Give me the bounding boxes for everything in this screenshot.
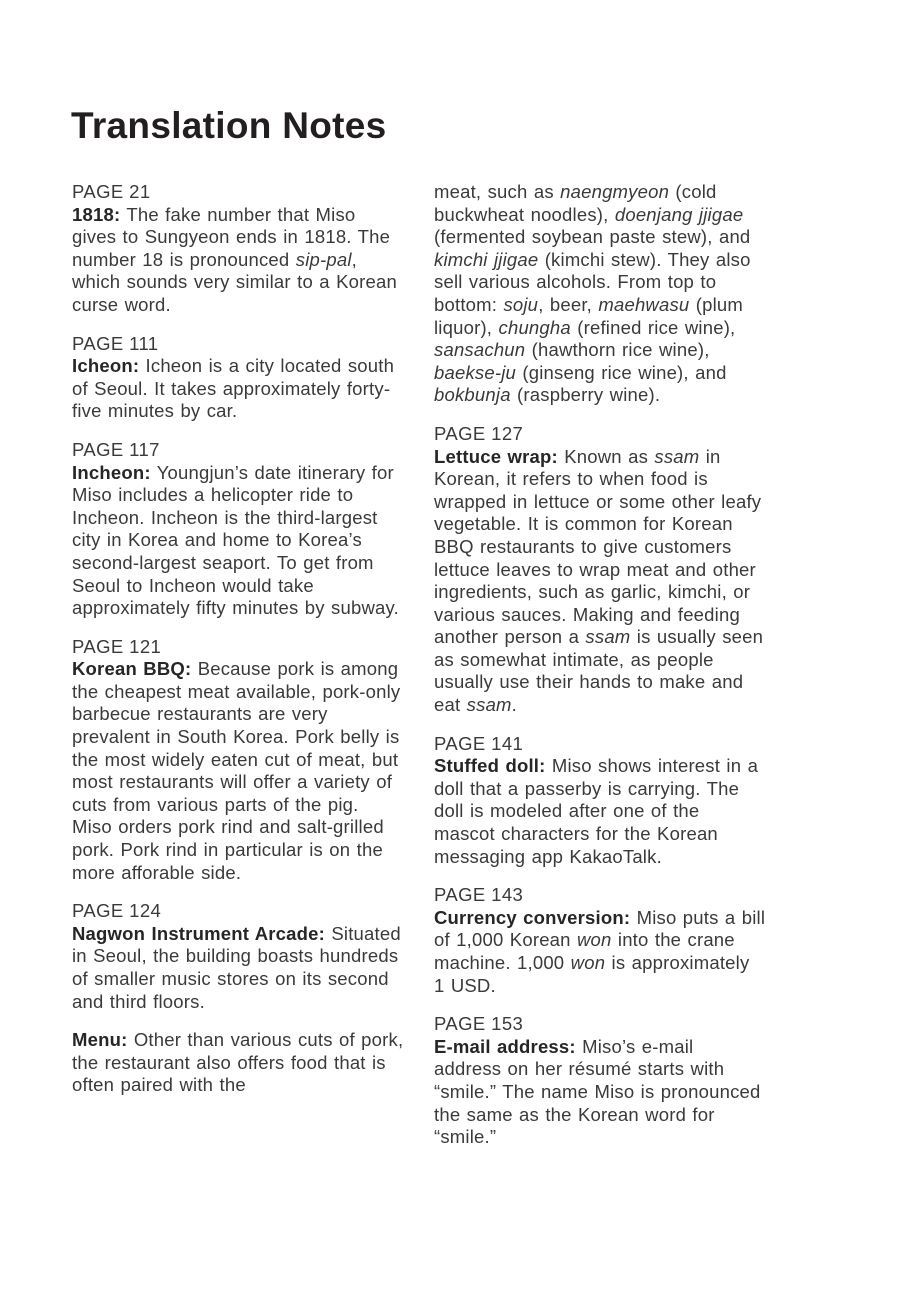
note-section (434, 423, 766, 717)
note-section (72, 181, 404, 317)
note-section (72, 1029, 404, 1097)
note-term: Nagwon Instrument Arcade: (72, 922, 326, 944)
notes-column-right (434, 181, 766, 1165)
note-term: Stuffed doll: (434, 755, 546, 777)
note-term: Icheon: (72, 355, 140, 377)
romanized-korean-term: soju (503, 293, 539, 315)
page-label: PAGE 153 (434, 1013, 524, 1035)
romanized-korean-term: baekse-ju (434, 361, 517, 383)
note-body: Incheon: Youngjun’s date itinerary for Miso includes a helicopter ride to Incheon. Incheon is the third-largest city in Korea and home to Korea’s second-largest seaport. To get from Seoul to Incheon would take approximately fifty minutes by subway. (72, 461, 399, 619)
note-body: Nagwon Instrument Arcade: Situated in Seoul, the building boasts hundreds of smaller music stores on its second and third floors. (72, 922, 401, 1012)
page-label: PAGE 111 (72, 332, 159, 354)
page-label: PAGE 127 (434, 422, 524, 444)
page-title: Translation Notes (71, 104, 387, 146)
page-label: PAGE 117 (72, 438, 160, 460)
romanized-korean-term: ssam (466, 694, 512, 716)
romanized-korean-term: sip-pal (295, 248, 352, 270)
note-term: E-mail address: (434, 1035, 576, 1057)
romanized-korean-term: bokbunja (434, 384, 511, 406)
romanized-korean-term: doenjang jjigae (614, 203, 744, 225)
note-section (72, 439, 404, 620)
note-term: Incheon: (72, 461, 151, 483)
note-body: Menu: Other than various cuts of pork, the restaurant also offers food that is often paired with the (72, 1029, 404, 1096)
note-body: Icheon: Icheon is a city located south of Seoul. It takes approximately forty-five minutes by car. (72, 355, 395, 422)
romanized-korean-term: naengmyeon (560, 181, 670, 202)
note-body: Korean BBQ: Because pork is among the cheapest meat available, pork-only barbecue restaurants are very prevalent in South Korea. Pork belly is the most widely eaten cut of meat, but most restaurants will offer a variety of cuts from various parts of the pig. Miso orders pork rind and salt-grilled pork. Pork rind in particular is on the more afforable side. (72, 658, 401, 883)
note-body: Currency conversion: Miso puts a bill of 1,000 Korean won into the crane machine. 1,000 won is approximately 1 USD. (434, 906, 766, 996)
note-section (434, 884, 766, 997)
note-body: meat, such as naengmyeon (cold buckwheat noodles), doenjang jjigae (fermented soybean paste stew), and kimchi jjigae (kimchi stew). They also sell various alcohols. From top to bottom: soju, beer, maehwasu (plum liquor), chungha (refined rice wine), sansachun (hawthorn rice wine), baekse-ju (ginseng rice wine), and bokbunja (raspberry wine). (434, 181, 751, 406)
romanized-korean-term: ssam (654, 445, 700, 467)
page-label: PAGE 121 (72, 635, 162, 657)
note-section (434, 733, 766, 869)
romanized-korean-term: ssam (585, 626, 631, 648)
note-term: Menu: (72, 1029, 128, 1051)
romanized-korean-term: won (577, 929, 612, 951)
page-label: PAGE 21 (72, 181, 151, 202)
note-section (72, 333, 404, 423)
romanized-korean-term: maehwasu (598, 293, 690, 315)
note-term: 1818: (72, 203, 121, 225)
note-section (72, 636, 404, 885)
note-term: Korean BBQ: (72, 658, 192, 680)
note-section (434, 1013, 766, 1149)
note-section (434, 181, 766, 407)
note-body: 1818: The fake number that Miso gives to Sungyeon ends in 1818. The number 18 is pronounced sip-pal, which sounds very similar to a Korean curse word. (72, 203, 397, 315)
note-body: Lettuce wrap: Known as ssam in Korean, it refers to when food is wrapped in lettuce or some other leafy vegetable. It is common for Korean BBQ restaurants to give customers lettuce leaves to wrap meat and other ingredients, such as garlic, kimchi, or various sauces. Making and feeding another person a ssam is usually seen as somewhat intimate, as people usually use their hands to make and eat ssam. (434, 445, 764, 716)
page-label: PAGE 124 (72, 900, 162, 922)
page-label: PAGE 143 (434, 884, 524, 906)
note-section (72, 900, 404, 1013)
romanized-korean-term: kimchi jjigae (434, 248, 539, 270)
romanized-korean-term: chungha (498, 316, 571, 338)
note-term: Lettuce wrap: (434, 445, 558, 467)
romanized-korean-term: sansachun (434, 339, 526, 361)
romanized-korean-term: won (570, 952, 606, 973)
note-body: Stuffed doll: Miso shows interest in a doll that a passerby is carrying. The doll is modeled after one of the mascot characters for the Korean messaging app KakaoTalk. (434, 755, 759, 867)
note-term: Currency conversion: (434, 906, 631, 928)
note-body: E-mail address: Miso’s e-mail address on her résumé starts with “smile.” The name Miso is pronounced the same as the Korean word for “smile.” (434, 1035, 761, 1148)
notes-column-left (72, 181, 404, 1113)
page-label: PAGE 141 (434, 732, 524, 754)
